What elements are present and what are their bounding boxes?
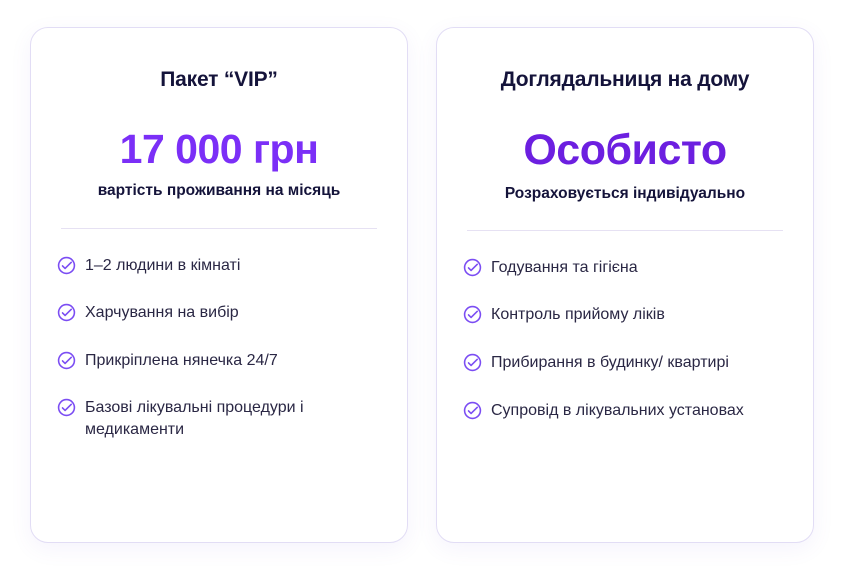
check-circle-icon [463,305,482,324]
list-item [57,255,381,277]
pricing-card-subtitle: вартість проживання на місяць [97,182,341,200]
check-circle-icon [57,303,76,322]
pricing-card-price: 17 000 грн [119,126,319,173]
feature-label: Супровід в лікувальних установах [491,401,744,419]
feature-label: Харчування на вибір [85,304,239,322]
card-divider [467,230,783,231]
check-circle-icon [57,398,76,417]
pricing-card-price: Особисто [523,126,727,175]
check-circle-icon [463,258,482,277]
check-circle-icon [57,351,76,370]
pricing-card-title: Доглядальниця на дому [500,68,750,91]
feature-list [463,257,787,421]
feature-label: 1–2 людини в кімнаті [85,256,241,274]
list-item [463,352,787,374]
list-item [57,302,381,324]
feature-label: Годування та гігієна [491,258,638,276]
check-circle-icon [57,256,76,275]
pricing-card-subtitle: Розраховується індивідуально [504,184,746,202]
feature-label: Базові лікувальні процедури і медикаменти [85,399,304,438]
pricing-card-title: Пакет “VIP” [160,68,278,91]
feature-label: Прикріплена нянечка 24/7 [85,351,278,369]
card-divider [61,228,377,229]
list-item [463,400,787,422]
pricing-card-vip [30,27,408,543]
feature-list [57,255,381,441]
check-circle-icon [463,353,482,372]
pricing-card-home-care [436,27,814,543]
list-item [57,397,381,440]
list-item [463,304,787,326]
feature-label: Контроль прийому ліків [491,306,665,324]
check-circle-icon [463,401,482,420]
list-item [463,257,787,279]
feature-label: Прибирання в будинку/ квартирі [491,353,729,371]
list-item [57,350,381,372]
